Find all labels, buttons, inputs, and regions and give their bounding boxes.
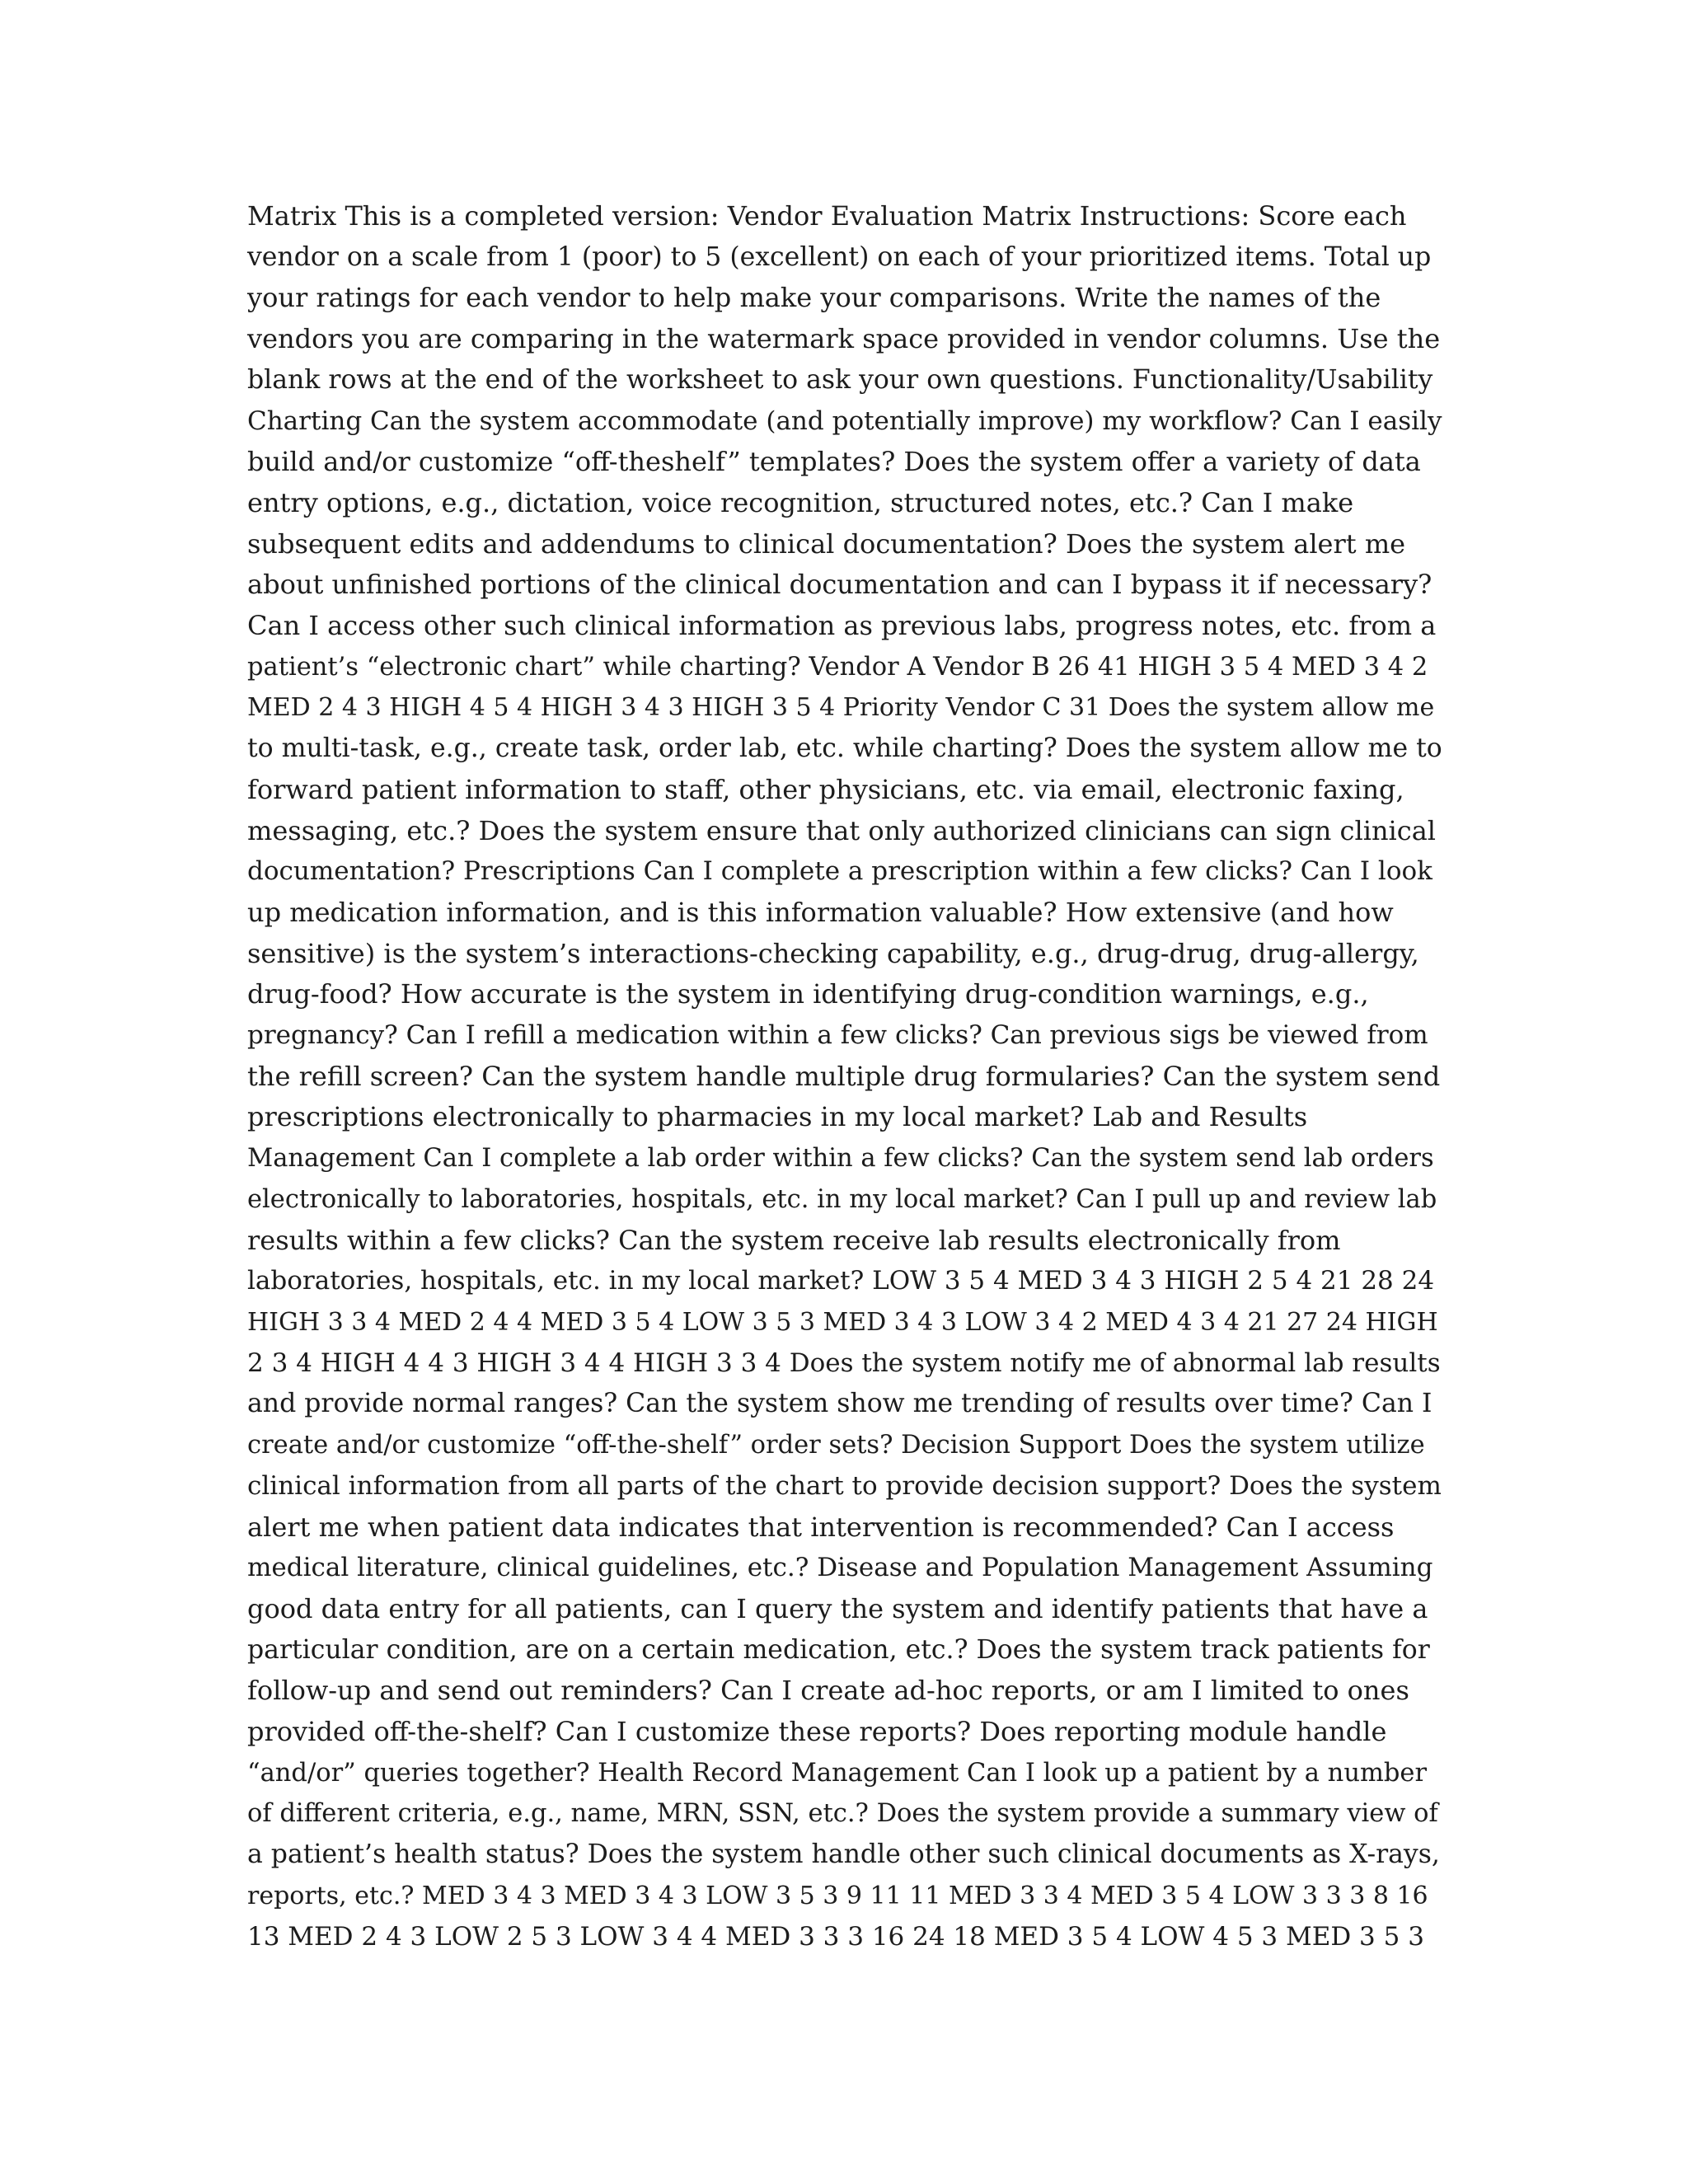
text-line: a patient’s health status? Does the system handle other such clinical documents as X-rays, xyxy=(247,1840,1440,1870)
text-line: MED 2 4 3 HIGH 4 5 4 HIGH 3 4 3 HIGH 3 5 4 Priority Vendor C 31 Does the system allow me xyxy=(247,693,1435,723)
text-line: Matrix This is a completed version: Vendor Evaluation Matrix Instructions: Score each xyxy=(247,200,1407,232)
text-line: your ratings for each vendor to help make your comparisons. Write the names of the xyxy=(247,282,1381,314)
text-line: “and/or” queries together? Health Record Management Can I look up a patient by a number xyxy=(247,1758,1428,1788)
text-line: Charting Can the system accommodate (and potentially improve) my workflow? Can I easily xyxy=(247,405,1442,436)
text-line: particular condition, are on a certain medication, etc.? Does the system track patients for xyxy=(247,1634,1430,1665)
text-line: follow-up and send out reminders? Can I create ad-hoc reports, or am I limited to ones xyxy=(247,1675,1409,1707)
text-line: medical literature, clinical guidelines, etc.? Disease and Population Management Assuming xyxy=(247,1553,1433,1583)
text-line: of different criteria, e.g., name, MRN, SSN, etc.? Does the system provide a summary view of xyxy=(247,1799,1438,1829)
text-line: provided off-the-shelf? Can I customize these reports? Does reporting module handle xyxy=(247,1716,1387,1748)
text-line: 13 MED 2 4 3 LOW 2 5 3 LOW 3 4 4 MED 3 3 3 16 24 18 MED 3 5 4 LOW 4 5 3 MED 3 5 3 xyxy=(247,1921,1424,1952)
text-line: sensitive) is the system’s interactions-checking capability, e.g., drug-drug, drug-allergy, xyxy=(247,937,1419,969)
text-line: laboratories, hospitals, etc. in my local market? LOW 3 5 4 MED 3 4 3 HIGH 2 5 4 21 28 24 xyxy=(247,1266,1435,1296)
text-line: HIGH 3 3 4 MED 2 4 4 MED 3 5 4 LOW 3 5 3 MED 3 4 3 LOW 3 4 2 MED 4 3 4 21 27 24 HIGH xyxy=(247,1307,1438,1337)
text-line: create and/or customize “off-the-shelf” order sets? Decision Support Does the system utilize xyxy=(247,1431,1425,1460)
text-line: subsequent edits and addendums to clinical documentation? Does the system alert me xyxy=(247,527,1406,560)
text-line: pregnancy? Can I refill a medication within a few clicks? Can previous sigs be viewed from xyxy=(247,1020,1428,1051)
text-line: 2 3 4 HIGH 4 4 3 HIGH 3 4 4 HIGH 3 3 4 Does the system notify me of abnormal lab results xyxy=(247,1347,1441,1378)
text-line: electronically to laboratories, hospitals, etc. in my local market? Can I pull up and review lab xyxy=(247,1184,1437,1214)
document-body-text xyxy=(247,196,1442,1957)
text-line: messaging, etc.? Does the system ensure that only authorized clinicians can sign clinical xyxy=(247,814,1437,846)
text-line: and provide normal ranges? Can the system show me trending of results over time? Can I xyxy=(247,1389,1432,1419)
text-line: reports, etc.? MED 3 4 3 MED 3 4 3 LOW 3 5 3 9 11 11 MED 3 3 4 MED 3 5 4 LOW 3 3 3 8 16 xyxy=(247,1881,1428,1910)
text-line: patient’s “electronic chart” while charting? Vendor A Vendor B 26 41 HIGH 3 5 4 MED 3 4 2 xyxy=(247,652,1428,682)
text-line: Can I access other such clinical information as previous labs, progress notes, etc. from a xyxy=(247,610,1437,642)
text-line: good data entry for all patients, can I query the system and identify patients that have a xyxy=(247,1592,1428,1624)
text-line: vendor on a scale from 1 (poor) to 5 (excellent) on each of your prioritized items. Total up xyxy=(247,241,1432,272)
text-line: build and/or customize “off-theshelf” templates? Does the system offer a variety of data xyxy=(247,446,1421,478)
text-line: up medication information, and is this information valuable? How extensive (and how xyxy=(247,896,1394,928)
text-line: the refill screen? Can the system handle multiple drug formularies? Can the system send xyxy=(247,1060,1441,1092)
text-line: documentation? Prescriptions Can I complete a prescription within a few clicks? Can I look xyxy=(247,856,1432,887)
text-line: forward patient information to staff, other physicians, etc. via email, electronic faxing, xyxy=(247,773,1404,805)
text-line: blank rows at the end of the worksheet to ask your own questions. Functionality/Usability xyxy=(247,364,1433,395)
text-line: alert me when patient data indicates that intervention is recommended? Can I access xyxy=(247,1511,1395,1543)
text-line: results within a few clicks? Can the system receive lab results electronically from xyxy=(247,1224,1341,1256)
text-line: about unfinished portions of the clinical documentation and can I bypass it if necessary? xyxy=(247,569,1432,601)
text-line: vendors you are comparing in the watermark space provided in vendor columns. Use the xyxy=(247,323,1441,355)
text-line: prescriptions electronically to pharmacies in my local market? Lab and Results xyxy=(247,1101,1308,1133)
text-line: Management Can I complete a lab order within a few clicks? Can the system send lab orders xyxy=(247,1144,1434,1174)
text-line: drug-food? How accurate is the system in identifying drug-condition warnings, e.g., xyxy=(247,978,1369,1010)
text-line: entry options, e.g., dictation, voice recognition, structured notes, etc.? Can I make xyxy=(247,486,1354,518)
text-line: to multi-task, e.g., create task, order lab, etc. while charting? Does the system allow me to xyxy=(247,733,1442,764)
text-line: clinical information from all parts of the chart to provide decision support? Does the system xyxy=(247,1470,1442,1501)
